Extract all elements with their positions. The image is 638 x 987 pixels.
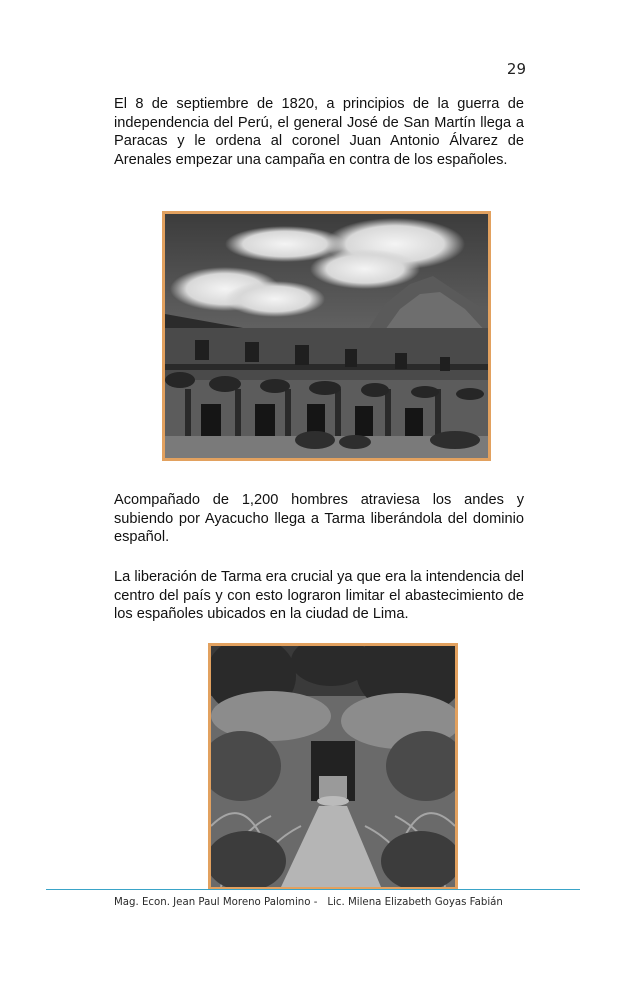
footer-author-2: Lic. Milena Elizabeth Goyas Fabián [327,897,503,908]
footer-author-1: Mag. Econ. Jean Paul Moreno Palomino - [114,897,318,908]
page-number: 29 [506,60,526,78]
paragraph-san-martin: El 8 de septiembre de 1820, a principios de la guerra de independencia del Perú, el general José de San Martín llega a Paracas y le ordena al coronel Juan Antonio Álvarez de Arenales empezar una campaña en contra de los españoles. [114,96,524,168]
paragraph-ayacucho: Acompañado de 1,200 hombres atraviesa los andes y subiendo por Ayacucho llega a Tarma liberándola del dominio español. [114,492,524,546]
garden-photo [208,643,458,890]
paragraph-tarma: La liberación de Tarma era crucial ya que era la intendencia del centro del país y con esto lograron limitar el abastecimiento de los españoles ubicados en la ciudad de Lima. [114,569,524,623]
hacienda-photo [162,211,491,461]
footer-authors [114,897,554,908]
footer-rule [46,889,580,890]
